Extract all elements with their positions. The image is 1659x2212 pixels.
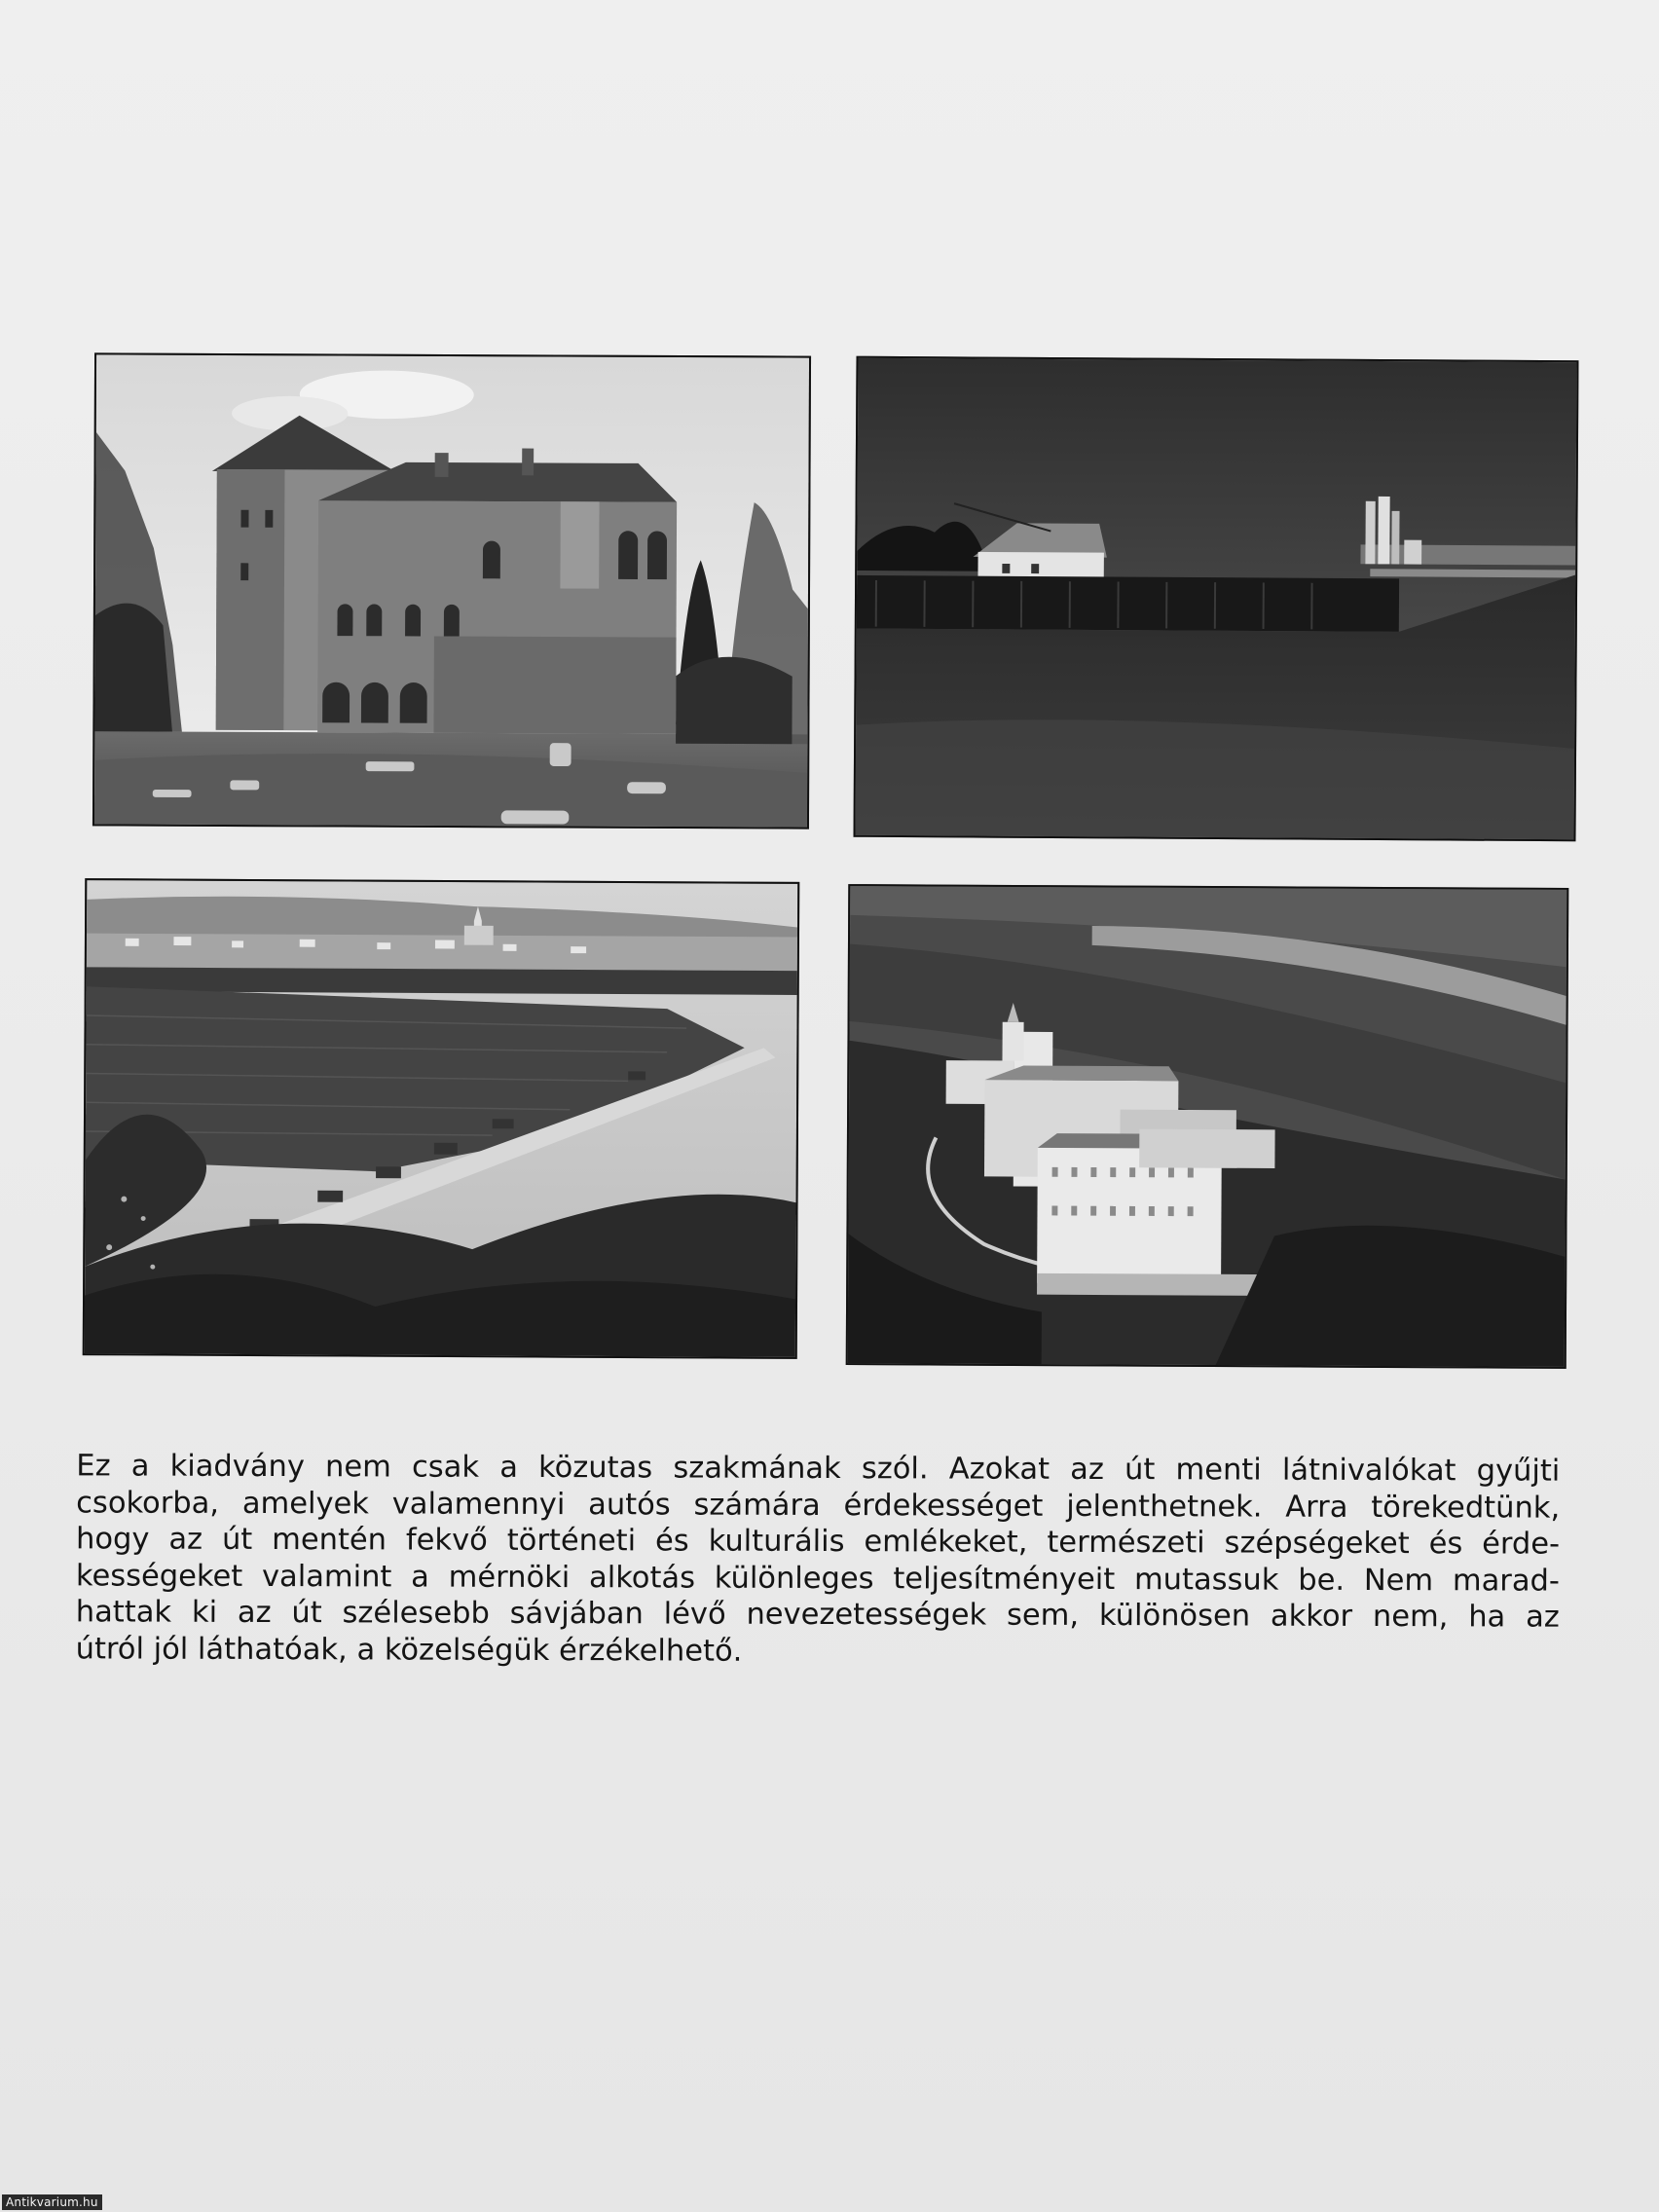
- intro-line: csokorba, amelyek valamennyi autós számára érdekességet jelenthetnek. Arra törekedtünk,: [76, 1485, 1561, 1526]
- intro-line: útról jól láthatóak, a közelségük érzékelhető.: [75, 1631, 743, 1669]
- field-and-factory-photo: [853, 356, 1578, 842]
- intro-line: kességeket valamint a mérnöki alkotás különleges teljesítményeit mutassuk be. Nem marad-: [75, 1558, 1560, 1599]
- road-and-town-photo: [83, 878, 800, 1359]
- castle-ruin-photo: [92, 352, 811, 829]
- intro-line: hogy az út mentén fekvő történeti és kulturális emlékeket, természeti szépségeket és érde-: [76, 1522, 1561, 1562]
- intro-line: hattak ki az út szélesebb sávjában lévő nevezetességek sem, különösen akkor nem, ha az: [75, 1595, 1560, 1635]
- watermark: Antikvarium.hu: [2, 2194, 102, 2210]
- intro-paragraph: [76, 1448, 1561, 1672]
- intro-line: Ez a kiadvány nem csak a közutas szakmának szól. Azokat az út menti látnivalókat gyűjti: [76, 1449, 1561, 1489]
- hilltop-abbey-photo: [846, 884, 1569, 1369]
